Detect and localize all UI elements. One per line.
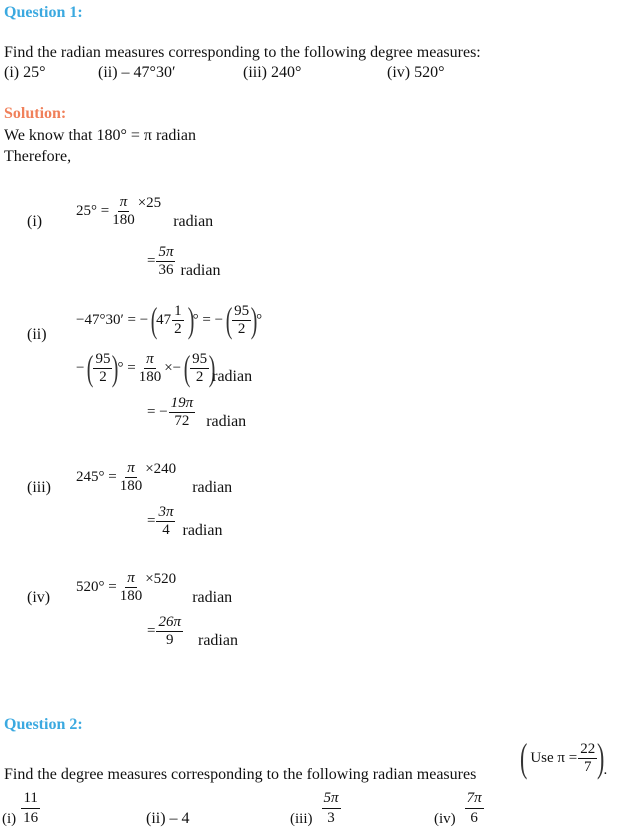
option-label: (iv) [434, 811, 456, 827]
fraction [110, 194, 137, 229]
q1-option-ii: (ii) – 47°30′ [98, 64, 176, 81]
unit: radian [206, 412, 247, 430]
denominator: 180 [138, 368, 162, 385]
degree: ° [256, 311, 263, 328]
numerator: 11 [21, 789, 39, 809]
fraction [21, 789, 40, 828]
numerator: 95 [192, 350, 208, 367]
equals: = [147, 253, 156, 269]
fraction [118, 460, 145, 495]
paren-open: ( [225, 300, 233, 340]
numerator: 95 [95, 350, 111, 367]
fraction [232, 303, 251, 338]
numerator: 22 [580, 740, 596, 757]
fraction [118, 570, 145, 605]
question-1-prompt: Find the radian measures corresponding to the following degree measures: [4, 44, 481, 61]
fraction [169, 395, 196, 430]
paren-close: ) [250, 300, 258, 340]
denominator: 2 [195, 368, 204, 385]
hint-text: Use π = [530, 749, 578, 766]
denominator: 72 [174, 413, 190, 429]
fraction [322, 789, 341, 828]
lhs: −47°30′ = − [76, 311, 149, 328]
paren-open: ( [519, 735, 528, 780]
denominator: 6 [470, 810, 478, 826]
part-iii-equation [76, 460, 232, 495]
times: ×520 [145, 571, 177, 587]
paren-close: ) [597, 735, 605, 780]
q1-option-iii: (iii) 240° [243, 64, 302, 81]
denominator: 4 [162, 522, 170, 538]
paren-close: ) [187, 300, 194, 340]
q2-option-ii: (ii) – 4 [146, 810, 190, 827]
unit: radian [173, 212, 214, 230]
denominator: 2 [237, 320, 246, 337]
q2-option-i [2, 789, 41, 828]
denominator: 7 [583, 758, 592, 775]
numerator: 5π [158, 244, 174, 260]
lhs: 520° = [76, 579, 117, 595]
numerator: π [146, 350, 154, 367]
denominator: 2 [99, 368, 107, 385]
numerator: 95 [234, 302, 250, 319]
equals-minus: = − [147, 404, 168, 420]
solution-known: We know that 180° = π radian [4, 127, 196, 144]
part-i-result [147, 244, 220, 279]
fraction [137, 351, 164, 386]
numerator: 5π [322, 789, 341, 809]
unit: radian [197, 631, 238, 649]
numerator: 1 [174, 302, 182, 319]
fraction [93, 351, 112, 386]
whole: 47 [156, 311, 172, 328]
part-ii-line2 [76, 350, 252, 386]
fraction [190, 351, 209, 386]
paren-close: ) [112, 348, 119, 388]
denominator: 180 [112, 212, 135, 228]
fraction [578, 741, 597, 776]
unit: radian [192, 588, 233, 606]
part-iv-label: (iv) [27, 589, 51, 606]
solution-therefore: Therefore, [4, 148, 72, 165]
q2-option-iv [434, 789, 485, 828]
fraction [172, 303, 184, 338]
unit: radian [180, 261, 221, 279]
numerator: π [127, 570, 135, 586]
part-ii-label: (ii) [27, 326, 47, 343]
option-label: (i) [2, 811, 17, 827]
numerator: 7π [465, 789, 484, 809]
paren-close: ) [208, 348, 216, 388]
pi-hint [517, 735, 608, 780]
denominator: 36 [158, 262, 174, 278]
option-label: (iii) [290, 811, 313, 827]
unit: radian [192, 478, 233, 496]
solution-heading: Solution: [4, 105, 67, 122]
numerator: 3π [158, 504, 174, 520]
denominator: 180 [119, 588, 143, 604]
equals: = [147, 513, 156, 529]
fraction [156, 504, 175, 539]
numerator: π [119, 194, 128, 210]
numerator: 26π [158, 614, 181, 630]
numerator: 19π [170, 395, 194, 411]
paren-open: ( [183, 348, 191, 388]
q1-option-i: (i) 25° [4, 64, 46, 81]
denominator: 180 [119, 478, 143, 494]
times: ×− [164, 359, 182, 376]
period: . [603, 761, 608, 778]
q1-option-iv: (iv) 520° [387, 64, 445, 81]
question-1-heading: Question 1: [4, 4, 83, 21]
part-iii-result [147, 504, 222, 539]
part-iii-label: (iii) [27, 479, 51, 496]
unit: radian [212, 368, 253, 385]
fraction [156, 244, 175, 279]
denominator: 3 [327, 810, 335, 826]
equals: ° = − [192, 311, 224, 328]
fraction [156, 614, 183, 649]
denominator: 9 [165, 632, 174, 648]
denominator: 16 [23, 810, 39, 826]
q2-option-iii [290, 789, 342, 828]
part-ii-line1 [76, 302, 262, 338]
unit: radian [182, 521, 223, 539]
fraction [465, 789, 484, 828]
paren-open: ( [87, 348, 94, 388]
part-i-equation [76, 194, 213, 229]
lhs: 245° = [76, 469, 117, 485]
part-iv-result [147, 614, 238, 649]
equals: = [147, 623, 156, 639]
equals: ° = [117, 359, 136, 376]
numerator: π [127, 460, 135, 476]
part-iv-equation [76, 570, 232, 605]
times: ×240 [145, 461, 177, 477]
minus: − [76, 359, 85, 376]
paren-open: ( [150, 300, 158, 340]
question-2-heading: Question 2: [4, 716, 83, 733]
part-ii-result [147, 395, 246, 430]
lhs: 25° = [76, 203, 110, 219]
denominator: 2 [174, 320, 182, 337]
part-i-label: (i) [27, 213, 43, 230]
times: ×25 [137, 195, 162, 211]
question-2-prompt: Find the degree measures corresponding to the following radian measures [4, 766, 477, 783]
